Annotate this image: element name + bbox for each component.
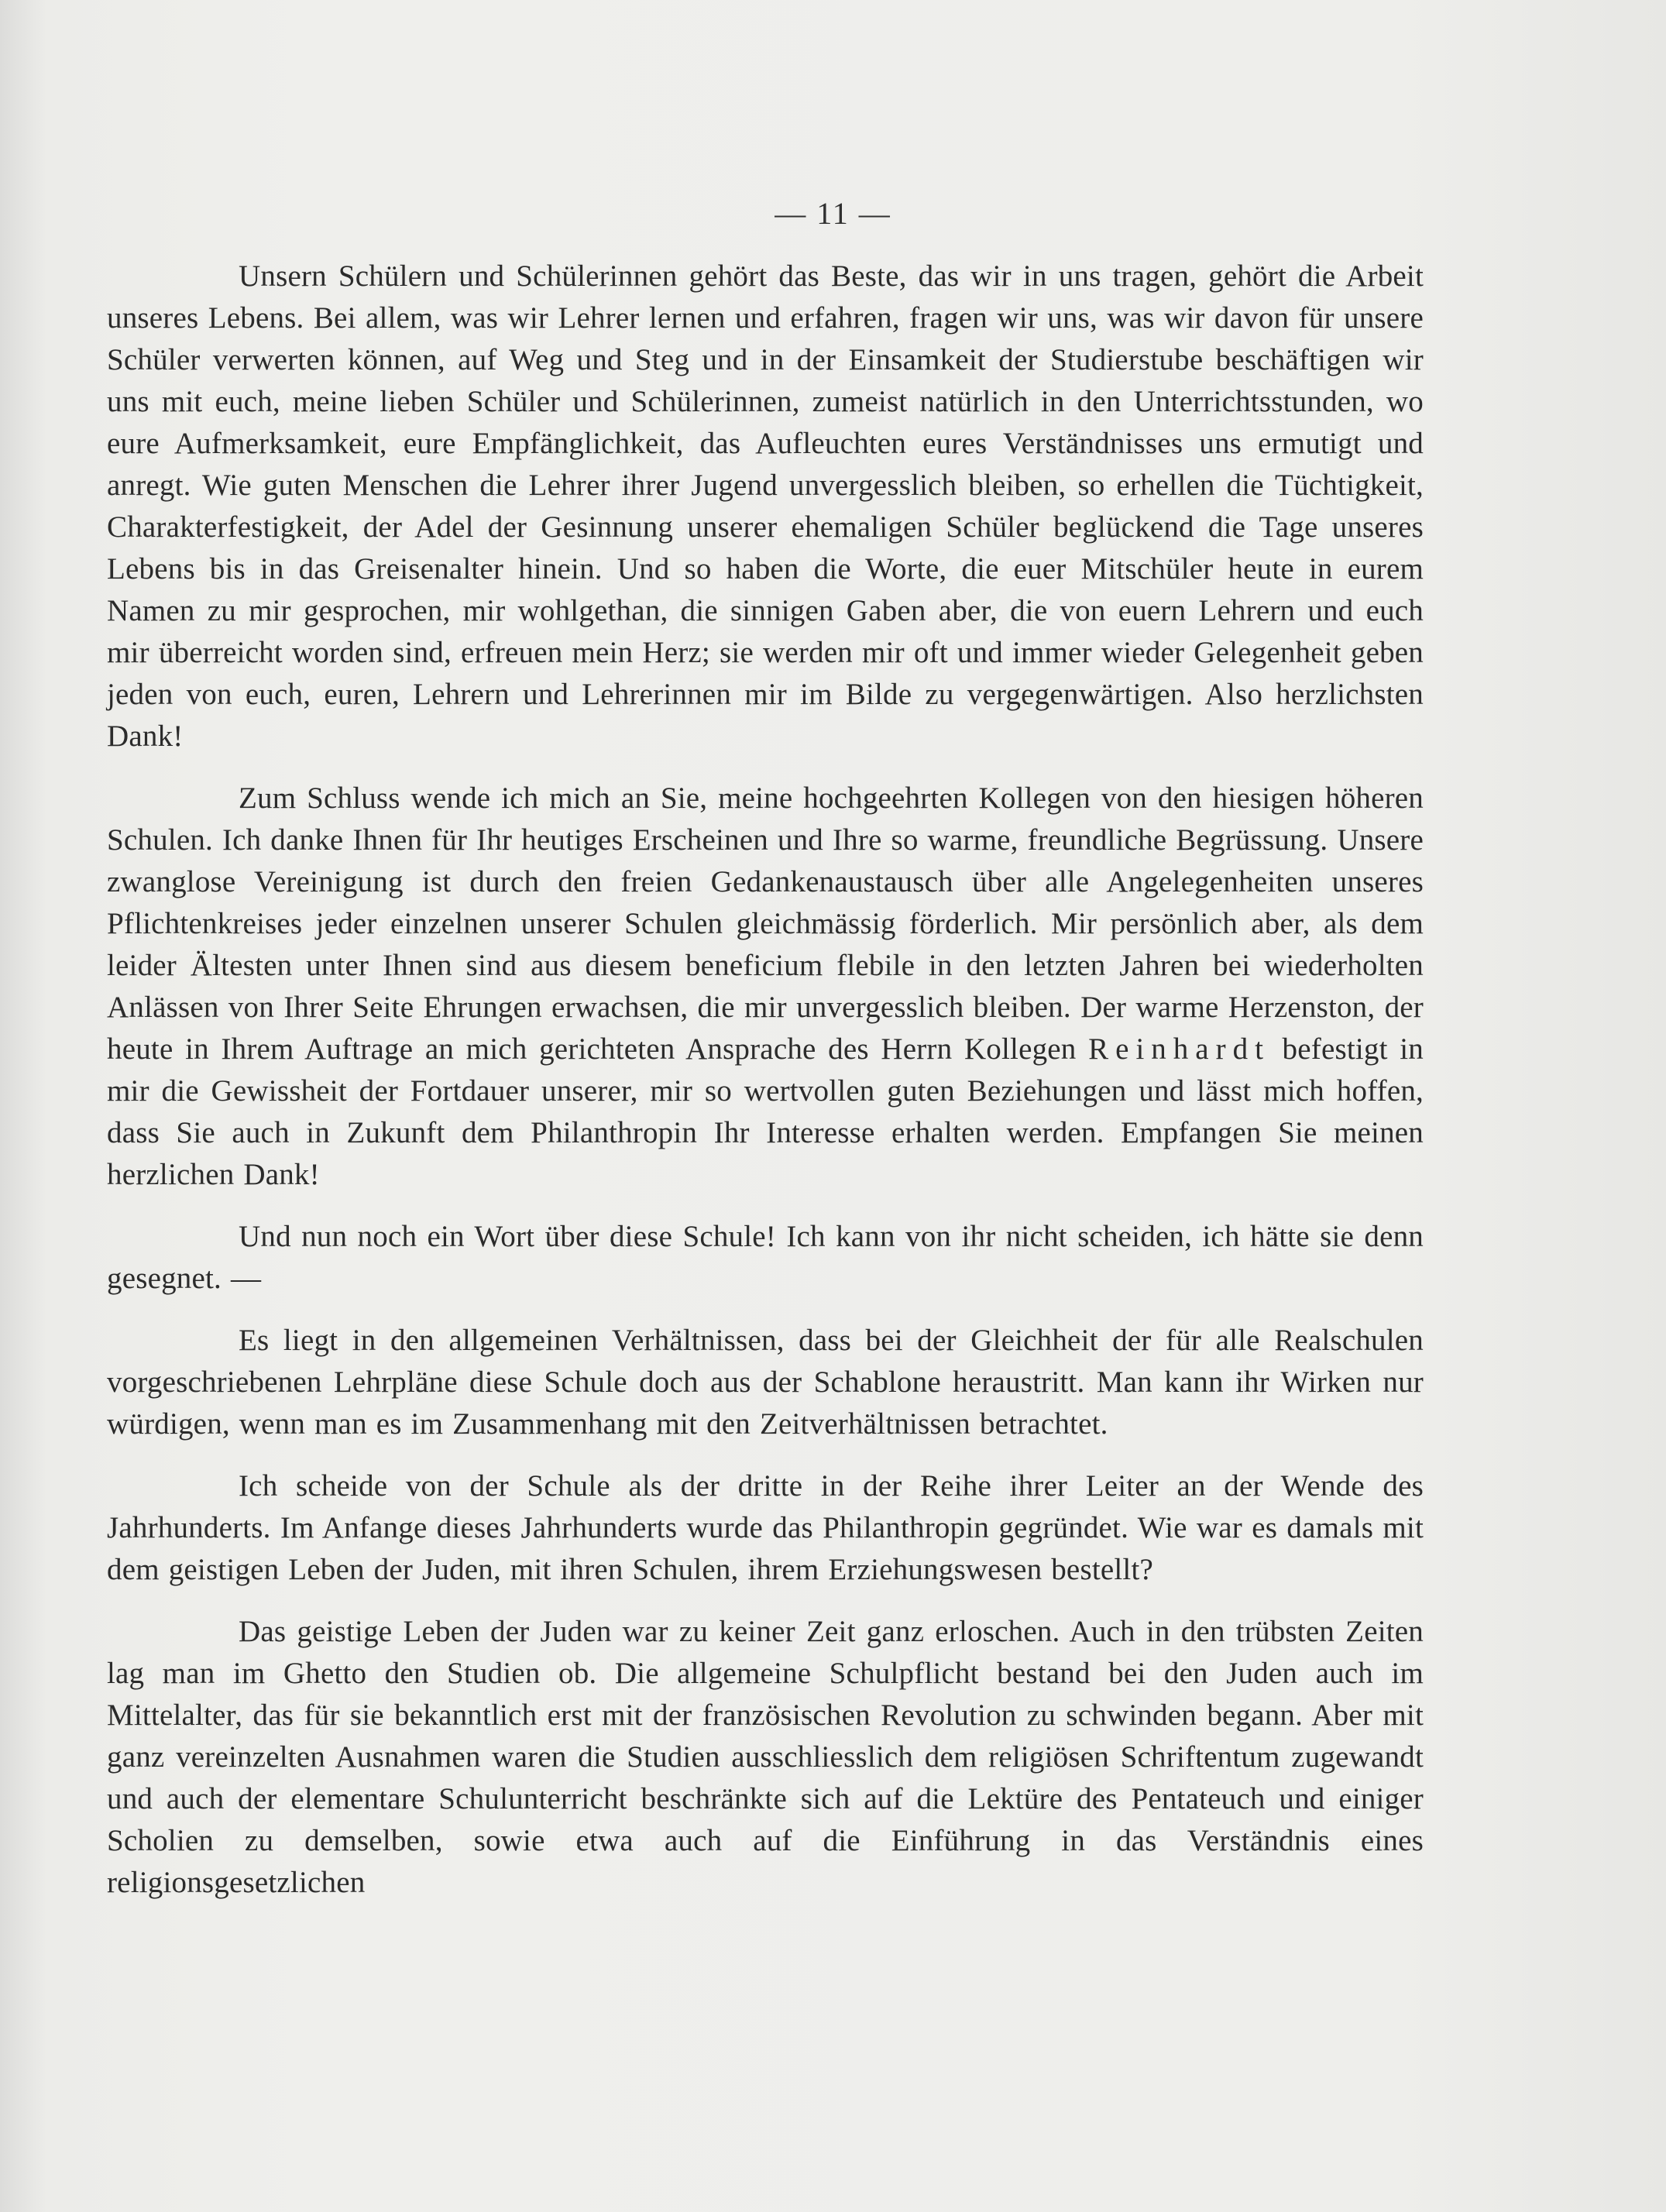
paragraph-school: Und nun noch ein Wort über diese Schule! Ich kann von ihr nicht scheiden, ich hätte sie denn gesegnet. — [107, 1220, 1424, 1295]
paragraph-students: Unsern Schülern und Schülerinnen gehört das Beste, das wir in uns tragen, gehört die Arbeit unseres Lebens. Bei allem, was wir Lehrer lernen und erfahren, fragen wir uns, was wir davon für unsere Schüler verwerten können, auf Weg und Steg und in der Einsamkeit der Studierstube beschäftigen wir uns mit euch, meine lieben Schüler und Schülerinnen, zumeist natürlich in den Unterrichtsstunden, wo eure Aufmerksamkeit, eure Empfänglichkeit, das Aufleuchten eures Verständnisses uns ermutigt und anregt. Wie guten Menschen die Lehrer ihrer Jugend unvergesslich bleiben, so erhellen die Tüchtigkeit, Charakterfestigkeit, der Adel der Gesinnung unserer ehemaligen Schüler beglückend die Tage unseres Lebens bis in das Greisenalter hinein. Und so haben die Worte, die euer Mitschüler heute in eurem Namen zu mir gesprochen, mir wohlgethan, die sinnigen Gaben aber, die von euern Lehrern und euch mir überreicht worden sind, erfreuen mein Herz; sie werden mir oft und immer wieder Gelegenheit geben jeden von euch, euren, Lehrern und Lehrerinnen mir im Bilde zu vergegenwärtigen. Also herzlichsten Dank! [107, 259, 1424, 753]
paragraph-colleagues [107, 778, 1424, 1196]
paragraph-colleagues-text: Zum Schluss wende ich mich an Sie, meine hochgeehrten Kollegen von den hiesigen höheren Schulen. Ich danke Ihnen für Ihr heutiges Erscheinen und Ihre so warme, freundliche Begrüssung. Unsere zwanglose Vereinigung ist durch den freien Gedankenaustausch über alle Angelegenheiten unseres Pflichtenkreises jeder einzelnen unserer Schulen gleichmässig förderlich. Mir persönlich aber, als dem leider Ältesten unter Ihnen sind aus diesem beneficium flebile in den letzten Jahren bei wiederholten Anlässen von Ihrer Seite Ehrungen erwachsen, die mir unvergesslich bleiben. Der warme Herzenston, der heute in Ihrem Auftrage an mich gerichteten Ansprache des Herrn Kollegen [107, 781, 1424, 1066]
paragraph-realschulen: Es liegt in den allgemeinen Verhältnissen, dass bei der Gleichheit der für alle Realschulen vorgeschriebenen Lehrpläne diese Schule doch aus der Schablone heraustritt. Man kann ihr Wirken nur würdigen, wenn man es im Zusammenhang mit den Zeitverhältnissen betrachtet. [107, 1324, 1424, 1441]
paragraph-colleagues-tail: befestigt in mir die Gewissheit der Fortdauer unserer, mir so wertvollen guten Beziehungen und lässt mich hoffen, dass Sie auch in Zukunft dem Philanthropin Ihr Interesse erhalten werden. Empfangen Sie meinen herzlichen Dank! [107, 1032, 1424, 1191]
paragraph-intellectual-life: Das geistige Leben der Juden war zu keiner Zeit ganz erloschen. Auch in den trübsten Zeiten lag man im Ghetto den Studien ob. Die allgemeine Schulpflicht bestand bei den Juden auch im Mittelalter, das für sie bekanntlich erst mit der französischen Revolution zu schwinden begann. Aber mit ganz vereinzelten Ausnahmen waren die Studien ausschliesslich dem religiösen Schriftentum zugewandt und auch der elementare Schulunterricht beschränkte sich auf die Lektüre des Pentateuch und einiger Scholien zu demselben, sowie etwa auch auf die Einführung in das Verständnis eines religionsgesetzlichen [107, 1615, 1424, 1899]
page-number: — 11 — [775, 196, 891, 231]
body-text [107, 256, 1424, 1904]
paragraph-century: Ich scheide von der Schule als der dritte in der Reihe ihrer Leiter an der Wende des Jahrhunderts. Im Anfange dieses Jahrhunderts wurde das Philanthropin gegründet. Wie war es damals mit dem geistigen Leben der Juden, mit ihren Schulen, ihrem Erziehungswesen bestellt? [107, 1469, 1424, 1586]
spaced-name-reinhardt: Reinhardt [1088, 1032, 1270, 1066]
